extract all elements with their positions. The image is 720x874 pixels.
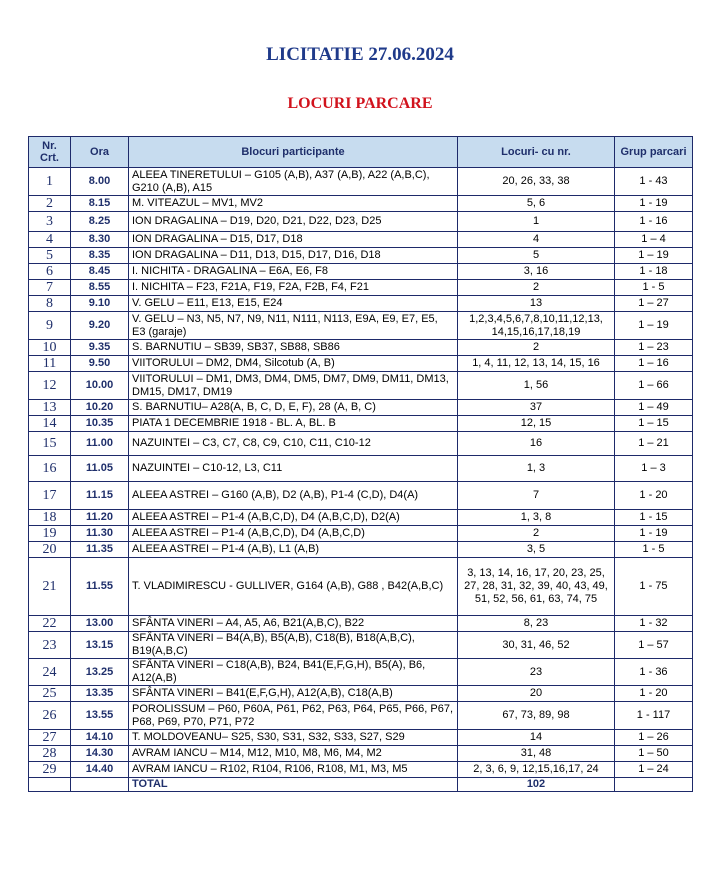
row-group-cell: 1 - 117: [615, 702, 693, 730]
row-group-cell: 1 - 43: [615, 168, 693, 196]
row-time-cell: 13.35: [71, 686, 129, 702]
row-nr-cell: 6: [29, 264, 71, 280]
row-time-cell: 11.55: [71, 558, 129, 616]
table-row: [29, 232, 693, 248]
row-group-cell: 1 – 16: [615, 356, 693, 372]
row-group-cell: 1 – 27: [615, 296, 693, 312]
table-row: [29, 746, 693, 762]
table-row: [29, 730, 693, 746]
row-nr-cell: 24: [29, 659, 71, 686]
row-time-cell: 8.45: [71, 264, 129, 280]
row-nr-cell: 17: [29, 482, 71, 510]
header-locuri: Locuri- cu nr.: [458, 137, 615, 168]
row-nr-cell: 29: [29, 762, 71, 778]
row-group-cell: 1 – 4: [615, 232, 693, 248]
row-blocks-cell: PIATA 1 DECEMBRIE 1918 - BL. A, BL. B: [129, 416, 458, 432]
row-spots-cell: 30, 31, 46, 52: [458, 632, 615, 659]
table-row: [29, 356, 693, 372]
row-group-cell: 1 - 15: [615, 510, 693, 526]
row-spots-cell: 5, 6: [458, 196, 615, 212]
row-spots-cell: 16: [458, 432, 615, 456]
row-time-cell: 10.20: [71, 400, 129, 416]
row-spots-cell: 67, 73, 89, 98: [458, 702, 615, 730]
row-time-cell: 9.20: [71, 312, 129, 340]
row-spots-cell: 20: [458, 686, 615, 702]
row-spots-cell: 2: [458, 526, 615, 542]
row-group-cell: 1 - 32: [615, 616, 693, 632]
row-blocks-cell: ALEEA ASTREI – G160 (A,B), D2 (A,B), P1-4 (C,D), D4(A): [129, 482, 458, 510]
row-nr-cell: 22: [29, 616, 71, 632]
table-row: [29, 280, 693, 296]
row-nr-cell: 4: [29, 232, 71, 248]
row-group-cell: 1 – 50: [615, 746, 693, 762]
row-spots-cell: 2, 3, 6, 9, 12,15,16,17, 24: [458, 762, 615, 778]
row-group-cell: 1 – 24: [615, 762, 693, 778]
row-time-cell: 9.50: [71, 356, 129, 372]
row-time-cell: 8.00: [71, 168, 129, 196]
row-time-cell: 13.00: [71, 616, 129, 632]
row-group-cell: 1 – 49: [615, 400, 693, 416]
total-value: 102: [458, 778, 615, 792]
row-spots-cell: 1, 3, 8: [458, 510, 615, 526]
table-row: [29, 510, 693, 526]
table-row: [29, 416, 693, 432]
row-group-cell: 1 - 19: [615, 526, 693, 542]
row-nr-cell: 19: [29, 526, 71, 542]
row-blocks-cell: ION DRAGALINA – D15, D17, D18: [129, 232, 458, 248]
row-group-cell: 1 - 75: [615, 558, 693, 616]
row-nr-cell: 3: [29, 212, 71, 232]
row-nr-cell: 28: [29, 746, 71, 762]
row-spots-cell: 1, 4, 11, 12, 13, 14, 15, 16: [458, 356, 615, 372]
row-time-cell: 8.15: [71, 196, 129, 212]
row-group-cell: 1 - 20: [615, 482, 693, 510]
row-blocks-cell: NAZUINTEI – C10-12, L3, C11: [129, 456, 458, 482]
row-time-cell: 8.30: [71, 232, 129, 248]
row-group-cell: 1 - 18: [615, 264, 693, 280]
row-spots-cell: 13: [458, 296, 615, 312]
row-blocks-cell: V. GELU – E11, E13, E15, E24: [129, 296, 458, 312]
row-group-cell: 1 - 5: [615, 280, 693, 296]
row-spots-cell: 31, 48: [458, 746, 615, 762]
row-blocks-cell: SFÂNTA VINERI – C18(A,B), B24, B41(E,F,G,H), B5(A), B6, A12(A,B): [129, 659, 458, 686]
row-group-cell: 1 – 15: [615, 416, 693, 432]
row-nr-cell: 7: [29, 280, 71, 296]
row-blocks-cell: I. NICHITA - DRAGALINA – E6A, E6, F8: [129, 264, 458, 280]
row-group-cell: 1 – 21: [615, 432, 693, 456]
row-time-cell: 14.30: [71, 746, 129, 762]
row-time-cell: 9.35: [71, 340, 129, 356]
auction-table: [28, 136, 693, 792]
row-blocks-cell: T. VLADIMIRESCU - GULLIVER, G164 (A,B), G88 , B42(A,B,C): [129, 558, 458, 616]
row-group-cell: 1 - 5: [615, 542, 693, 558]
row-group-cell: 1 - 19: [615, 196, 693, 212]
row-group-cell: 1 - 20: [615, 686, 693, 702]
table-row: [29, 372, 693, 400]
row-spots-cell: 5: [458, 248, 615, 264]
row-group-cell: 1 – 19: [615, 248, 693, 264]
row-group-cell: 1 – 23: [615, 340, 693, 356]
table-row: [29, 312, 693, 340]
row-spots-cell: 2: [458, 340, 615, 356]
row-nr-cell: 23: [29, 632, 71, 659]
table-row: [29, 248, 693, 264]
table-row: [29, 702, 693, 730]
total-label: TOTAL: [129, 778, 458, 792]
total-row: [29, 778, 693, 792]
table-row: [29, 212, 693, 232]
row-nr-cell: 27: [29, 730, 71, 746]
row-nr-cell: 14: [29, 416, 71, 432]
row-spots-cell: 3, 5: [458, 542, 615, 558]
row-nr-cell: 1: [29, 168, 71, 196]
row-nr-cell: 8: [29, 296, 71, 312]
row-time-cell: 13.25: [71, 659, 129, 686]
row-time-cell: 10.35: [71, 416, 129, 432]
row-blocks-cell: ALEEA ASTREI – P1-4 (A,B,C,D), D4 (A,B,C,D), D2(A): [129, 510, 458, 526]
total-empty-nr: [29, 778, 71, 792]
table-row: [29, 558, 693, 616]
row-blocks-cell: ALEEA ASTREI – P1-4 (A,B), L1 (A,B): [129, 542, 458, 558]
table-body: [29, 168, 693, 792]
row-nr-cell: 9: [29, 312, 71, 340]
row-spots-cell: 1,2,3,4,5,6,7,8,10,11,12,13, 14,15,16,17,18,19: [458, 312, 615, 340]
table-row: [29, 762, 693, 778]
row-time-cell: 11.15: [71, 482, 129, 510]
row-time-cell: 8.25: [71, 212, 129, 232]
row-time-cell: 8.35: [71, 248, 129, 264]
page-title: LICITATIE 27.06.2024: [266, 44, 454, 65]
table-row: [29, 632, 693, 659]
row-time-cell: 14.40: [71, 762, 129, 778]
row-time-cell: 11.00: [71, 432, 129, 456]
row-time-cell: 14.10: [71, 730, 129, 746]
row-blocks-cell: AVRAM IANCU – R102, R104, R106, R108, M1, M3, M5: [129, 762, 458, 778]
total-empty-ora: [71, 778, 129, 792]
row-time-cell: 11.35: [71, 542, 129, 558]
row-nr-cell: 5: [29, 248, 71, 264]
row-nr-cell: 2: [29, 196, 71, 212]
table-row: [29, 264, 693, 280]
row-blocks-cell: VIITORULUI – DM2, DM4, Silcotub (A, B): [129, 356, 458, 372]
row-blocks-cell: POROLISSUM – P60, P60A, P61, P62, P63, P64, P65, P66, P67, P68, P69, P70, P71, P72: [129, 702, 458, 730]
row-blocks-cell: T. MOLDOVEANU– S25, S30, S31, S32, S33, S27, S29: [129, 730, 458, 746]
row-blocks-cell: M. VITEAZUL – MV1, MV2: [129, 196, 458, 212]
row-nr-cell: 11: [29, 356, 71, 372]
row-spots-cell: 14: [458, 730, 615, 746]
row-time-cell: 10.00: [71, 372, 129, 400]
row-nr-cell: 10: [29, 340, 71, 356]
row-group-cell: 1 – 66: [615, 372, 693, 400]
row-spots-cell: 37: [458, 400, 615, 416]
row-nr-cell: 20: [29, 542, 71, 558]
table-row: [29, 659, 693, 686]
row-nr-cell: 25: [29, 686, 71, 702]
table-row: [29, 542, 693, 558]
row-blocks-cell: NAZUINTEI – C3, C7, C8, C9, C10, C11, C10-12: [129, 432, 458, 456]
header-nr: Nr. Crt.: [29, 137, 71, 168]
row-group-cell: 1 – 3: [615, 456, 693, 482]
row-nr-cell: 13: [29, 400, 71, 416]
row-group-cell: 1 - 16: [615, 212, 693, 232]
row-spots-cell: 1: [458, 212, 615, 232]
table-row: [29, 340, 693, 356]
row-blocks-cell: SFÂNTA VINERI – B41(E,F,G,H), A12(A,B), C18(A,B): [129, 686, 458, 702]
row-spots-cell: 7: [458, 482, 615, 510]
row-time-cell: 11.05: [71, 456, 129, 482]
row-time-cell: 13.55: [71, 702, 129, 730]
table-header-row: [29, 137, 693, 168]
row-spots-cell: 2: [458, 280, 615, 296]
row-blocks-cell: ION DRAGALINA – D19, D20, D21, D22, D23, D25: [129, 212, 458, 232]
row-blocks-cell: I. NICHITA – F23, F21A, F19, F2A, F2B, F4, F21: [129, 280, 458, 296]
row-blocks-cell: SFÂNTA VINERI – B4(A,B), B5(A,B), C18(B), B18(A,B,C), B19(A,B,C): [129, 632, 458, 659]
row-spots-cell: 3, 16: [458, 264, 615, 280]
row-nr-cell: 21: [29, 558, 71, 616]
row-group-cell: 1 – 26: [615, 730, 693, 746]
row-time-cell: 11.20: [71, 510, 129, 526]
row-blocks-cell: ALEEA TINERETULUI – G105 (A,B), A37 (A,B), A22 (A,B,C), G210 (A,B), A15: [129, 168, 458, 196]
row-nr-cell: 15: [29, 432, 71, 456]
row-spots-cell: 4: [458, 232, 615, 248]
row-spots-cell: 3, 13, 14, 16, 17, 20, 23, 25, 27, 28, 31, 32, 39, 40, 43, 49, 51, 52, 56, 61, 63, 74, 75: [458, 558, 615, 616]
row-time-cell: 11.30: [71, 526, 129, 542]
row-time-cell: 8.55: [71, 280, 129, 296]
row-spots-cell: 1, 56: [458, 372, 615, 400]
row-nr-cell: 16: [29, 456, 71, 482]
table-row: [29, 400, 693, 416]
row-spots-cell: 8, 23: [458, 616, 615, 632]
row-blocks-cell: AVRAM IANCU – M14, M12, M10, M8, M6, M4, M2: [129, 746, 458, 762]
row-blocks-cell: ALEEA ASTREI – P1-4 (A,B,C,D), D4 (A,B,C,D): [129, 526, 458, 542]
row-group-cell: 1 - 36: [615, 659, 693, 686]
row-blocks-cell: VIITORULUI – DM1, DM3, DM4, DM5, DM7, DM9, DM11, DM13, DM15, DM17, DM19: [129, 372, 458, 400]
table-row: [29, 168, 693, 196]
row-spots-cell: 12, 15: [458, 416, 615, 432]
table-row: [29, 456, 693, 482]
total-empty-grp: [615, 778, 693, 792]
row-group-cell: 1 – 19: [615, 312, 693, 340]
row-nr-cell: 12: [29, 372, 71, 400]
table-row: [29, 432, 693, 456]
row-group-cell: 1 – 57: [615, 632, 693, 659]
row-nr-cell: 26: [29, 702, 71, 730]
header-blocuri: Blocuri participante: [129, 137, 458, 168]
row-blocks-cell: ION DRAGALINA – D11, D13, D15, D17, D16, D18: [129, 248, 458, 264]
table-row: [29, 686, 693, 702]
row-blocks-cell: S. BARNUTIU– A28(A, B, C, D, E, F), 28 (A, B, C): [129, 400, 458, 416]
row-spots-cell: 20, 26, 33, 38: [458, 168, 615, 196]
row-time-cell: 9.10: [71, 296, 129, 312]
row-blocks-cell: V. GELU – N3, N5, N7, N9, N11, N111, N113, E9A, E9, E7, E5, E3 (garaje): [129, 312, 458, 340]
row-nr-cell: 18: [29, 510, 71, 526]
row-blocks-cell: SFÂNTA VINERI – A4, A5, A6, B21(A,B,C), B22: [129, 616, 458, 632]
header-grup: Grup parcari: [615, 137, 693, 168]
table-row: [29, 526, 693, 542]
row-spots-cell: 1, 3: [458, 456, 615, 482]
table-row: [29, 196, 693, 212]
page-subtitle: LOCURI PARCARE: [287, 95, 433, 112]
table-row: [29, 616, 693, 632]
table-row: [29, 482, 693, 510]
table-row: [29, 296, 693, 312]
row-spots-cell: 23: [458, 659, 615, 686]
row-blocks-cell: S. BARNUTIU – SB39, SB37, SB88, SB86: [129, 340, 458, 356]
header-ora: Ora: [71, 137, 129, 168]
row-time-cell: 13.15: [71, 632, 129, 659]
